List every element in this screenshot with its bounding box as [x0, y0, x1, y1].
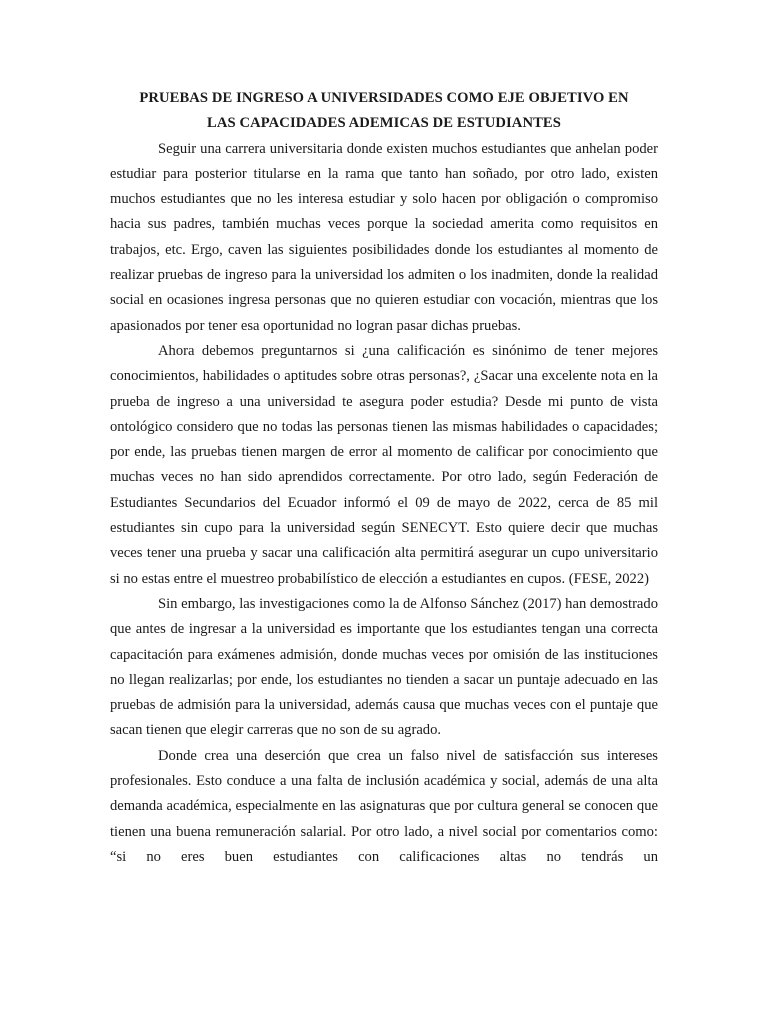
paragraph-2: Ahora debemos preguntarnos si ¿una calificación es sinónimo de tener mejores conocimientos, habilidades o aptitudes sobre otras personas?, ¿Sacar una excelente nota en la prueba de ingreso a una universidad te asegura poder estudia? Desde mi punto de vista ontológico considero que no todas las personas tienen las mismas habilidades o capacidades; por ende, las pruebas tienen margen de error al momento de calificar por conocimiento que muchas veces no han sido aprendidos correctamente. Por otro lado, según Federación de Estudiantes Secundarios del Ecuador informó el 09 de mayo de 2022, cerca de 85 mil estudiantes sin cupo para la universidad según SENECYT. Esto quiere decir que muchas veces tener una prueba y sacar una calificación alta permitirá asegurar un cupo universitario si no estas entre el muestreo probabilístico de elección a estudiantes en cupos. (FESE, 2022): [110, 342, 658, 587]
title-line-1: PRUEBAS DE INGRESO A UNIVERSIDADES COMO EJE OBJETIVO EN: [139, 90, 629, 106]
document-title: [110, 86, 658, 137]
paragraph-3: Sin embargo, las investigaciones como la de Alfonso Sánchez (2017) han demostrado que antes de ingresar a la universidad es importante que los estudiantes tengan una correcta capacitación para exámenes admisión, donde muchas veces por omisión de las instituciones no llegan realizarlas; por ende, los estudiantes no tienden a sacar un puntaje adecuado en las pruebas de admisión para la universidad, además causa que muchas veces con el puntaje que sacan tienen que elegir carreras que no son de su agrado.: [110, 595, 658, 739]
paragraph-1: Seguir una carrera universitaria donde existen muchos estudiantes que anhelan poder estudiar para posterior titularse en la rama que tanto han soñado, por otro lado, existen muchos estudiantes que no les interesa estudiar y solo hacen por obligación o compromiso hacia sus padres, también muchas veces porque la sociedad amerita como requisitos en trabajos, etc. Ergo, caven las siguientes posibilidades donde los estudiantes al momento de realizar pruebas de ingreso para la universidad los admiten o los inadmiten, donde la realidad social en ocasiones ingresa personas que no quieren estudiar con vocación, mientras que los apasionados por tener esa oportunidad no logran pasar dichas pruebas.: [110, 140, 658, 334]
document-page: [110, 86, 658, 870]
title-line-2: LAS CAPACIDADES ADEMICAS DE ESTUDIANTES: [207, 115, 561, 132]
paragraph-4: Donde crea una deserción que crea un falso nivel de satisfacción sus intereses profesionales. Esto conduce a una falta de inclusión académica y social, además de una alta demanda académica, especialmente en las asignaturas que por cultura general se conocen que tienen una buena remuneración salarial. Por otro lado, a nivel social por comentarios como: “si no eres buen estudiantes con calificaciones altas no tendrás un: [110, 747, 658, 865]
